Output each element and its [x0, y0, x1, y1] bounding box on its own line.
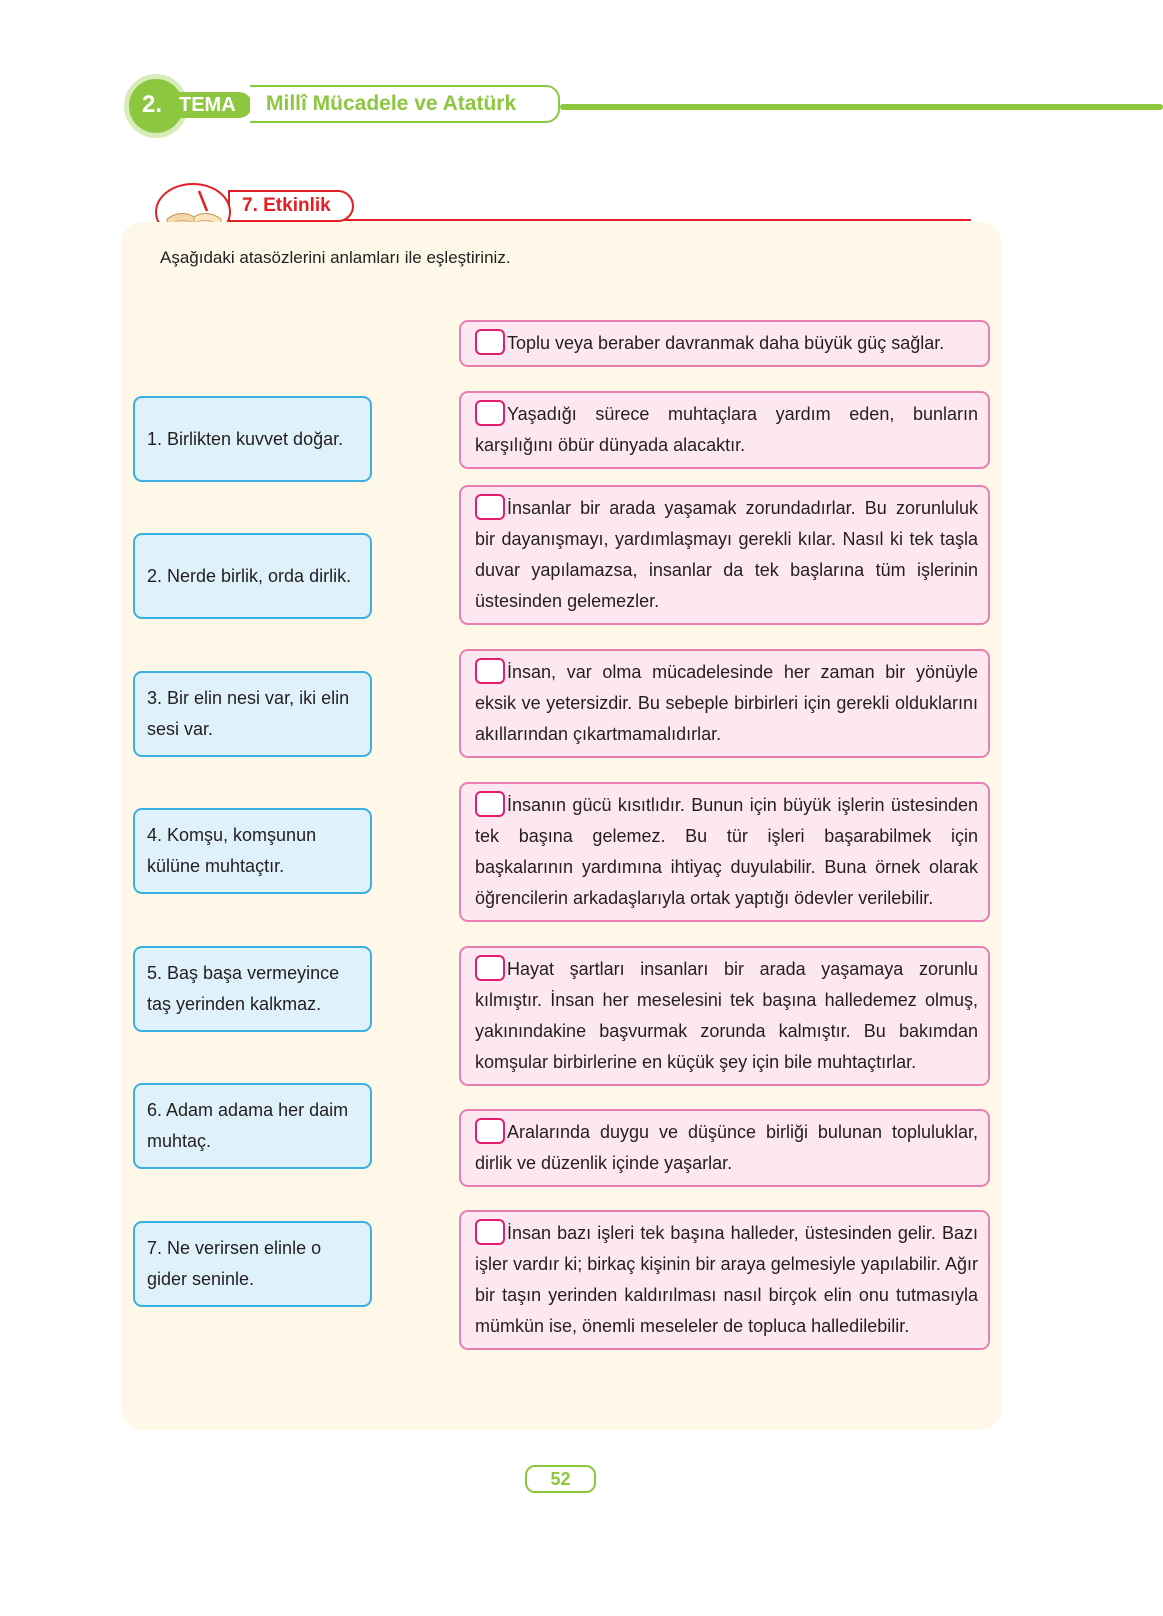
instruction-text: Aşağıdaki atasözlerini anlamları ile eşleştiriniz. [160, 248, 511, 267]
answer-checkbox[interactable] [475, 791, 505, 817]
answer-checkbox[interactable] [475, 400, 505, 426]
page-number: 52 [525, 1465, 596, 1493]
meaning-card-8: İnsan bazı işleri tek başına halleder, üstesinden gelir. Bazı işler vardır ki; birkaç kişinin bir araya gelmesiyle yapılabilir. Ağır bir taşın yerinden kaldırılması nasıl birçok elin onu tutmasıyla mümkün ise, önemli meseleler de topluca halledilebilir. [459, 1210, 990, 1350]
meaning-card-6: Hayat şartları insanları bir arada yaşamaya zorunlu kılmıştır. İnsan her meselesini tek başına halledemez olmuş, yakınındakine başvurmak zorunda kalmıştır. Bu bakımdan komşular birbirlerine en küçük şey için bile muhtaçtırlar. [459, 946, 990, 1086]
theme-title: Millî Mücadele ve Atatürk [250, 85, 560, 123]
theme-number: 2. [142, 91, 163, 118]
answer-checkbox[interactable] [475, 955, 505, 981]
theme-label: TEMA [176, 92, 252, 118]
answer-checkbox[interactable] [475, 658, 505, 684]
proverb-card-3[interactable]: 3. Bir elin nesi var, iki elin sesi var. [133, 671, 372, 757]
meaning-card-4: İnsan, var olma mücadelesinde her zaman bir yönüyle eksik ve yetersizdir. Bu sebeple birbirleri için gerekli olduklarını akıllarından çıkartmamalıdırlar. [459, 649, 990, 758]
meaning-card-1: Toplu veya beraber davranmak daha büyük güç sağlar. [459, 320, 990, 367]
meaning-card-3: İnsanlar bir arada yaşamak zorundadırlar. Bu zorunluluk bir dayanışmayı, yardımlaşmayı gerekli kılar. Nasıl ki tek taşla duvar yapılamazsa, insanlar da tek başlarına tüm işlerinin üstesinden gelemezler. [459, 485, 990, 625]
header-rule [560, 104, 1163, 110]
activity-label: 7. Etkinlik [228, 190, 354, 222]
meaning-card-7: Aralarında duygu ve düşünce birliği bulunan topluluklar, dirlik ve düzenlik içinde yaşarlar. [459, 1109, 990, 1187]
answer-checkbox[interactable] [475, 494, 505, 520]
proverb-card-1[interactable]: 1. Birlikten kuvvet doğar. [133, 396, 372, 482]
meaning-card-5: İnsanın gücü kısıtlıdır. Bunun için büyük işlerin üstesinden tek başına gelemez. Bu tür işleri başarabilmek için başkalarının yardımına ihtiyaç duyulabilir. Buna örnek olarak öğrencilerin arkadaşlarıyla ortak yaptığı ödevler verilebilir. [459, 782, 990, 922]
answer-checkbox[interactable] [475, 1118, 505, 1144]
proverb-card-2[interactable]: 2. Nerde birlik, orda dirlik. [133, 533, 372, 619]
proverb-card-5[interactable]: 5. Baş başa vermeyince taş yerinden kalkmaz. [133, 946, 372, 1032]
proverb-card-4[interactable]: 4. Komşu, komşunun külüne muhtaçtır. [133, 808, 372, 894]
answer-checkbox[interactable] [475, 329, 505, 355]
answer-checkbox[interactable] [475, 1219, 505, 1245]
proverb-card-7[interactable]: 7. Ne verirsen elinle o gider seninle. [133, 1221, 372, 1307]
meaning-card-2: Yaşadığı sürece muhtaçlara yardım eden, bunların karşılığını öbür dünyada alacaktır. [459, 391, 990, 469]
proverb-card-6[interactable]: 6. Adam adama her daim muhtaç. [133, 1083, 372, 1169]
